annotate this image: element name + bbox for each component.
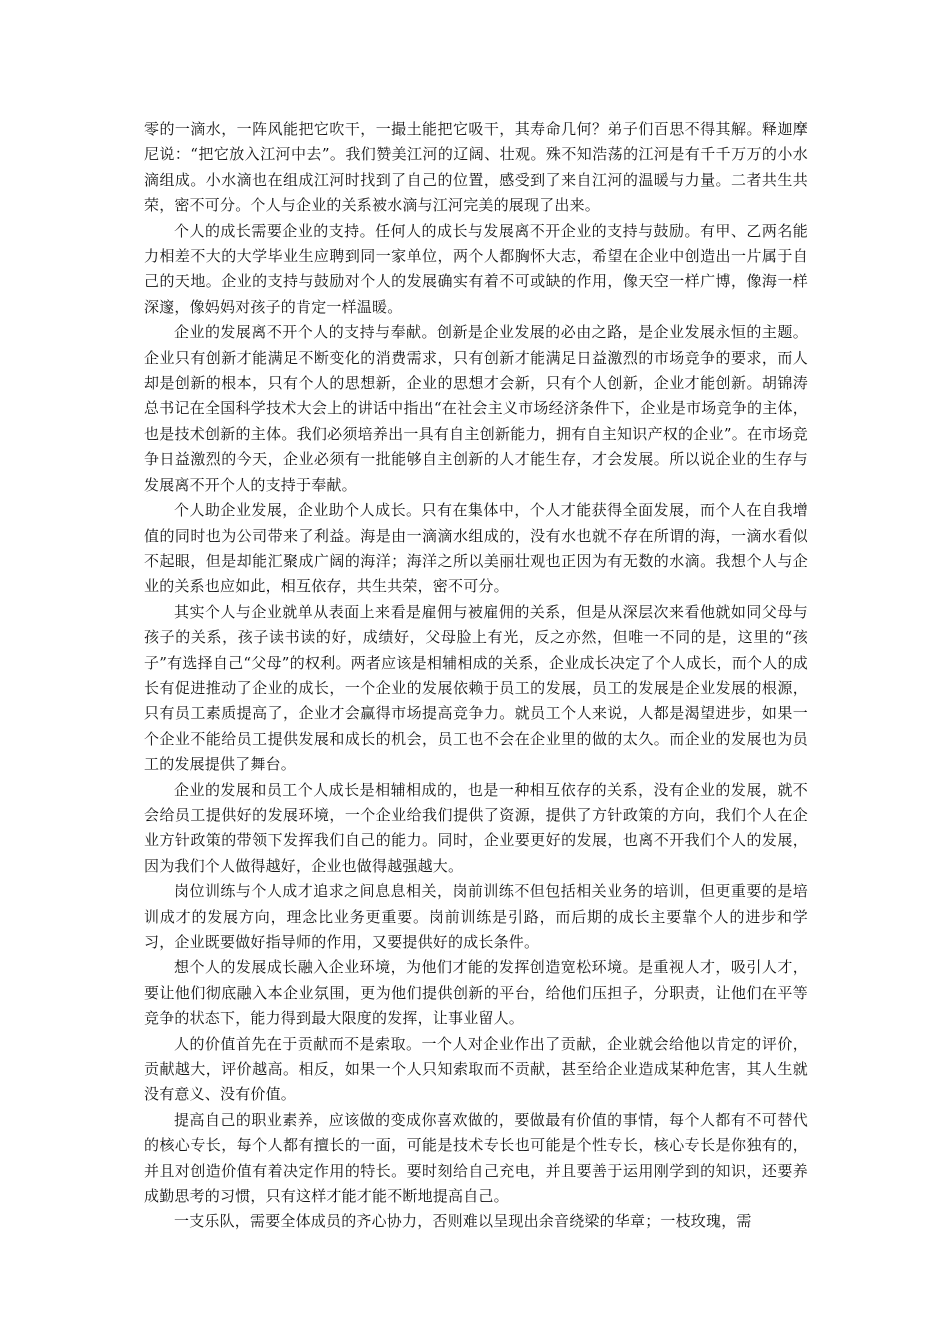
paragraph-10: 提高自己的职业素养，应该做的变成你喜欢做的，要做最有价值的事情，每个人都有不可替代的核心专长，每个人都有擅长的一面，可能是技术专长也可能是个性专长，核心专长是你独有的，并且对创造价值有着决定作用的特长。要时刻给自己充电，并且要善于运用刚学到的知识，还要养成勤思考的习惯，只有这样才能才能不断地提高自己。 [144, 1110, 808, 1206]
paragraph-9: 人的价值首先在于贡献而不是索取。一个人对企业作出了贡献，企业就会给他以肯定的评价，贡献越大，评价越高。相反，如果一个人只知索取而不贡献，甚至给企业造成某种危害，其人生就没有意义、没有价值。 [144, 1034, 808, 1104]
document-page [144, 117, 808, 1235]
paragraph-5: 其实个人与企业就单从表面上来看是雇佣与被雇佣的关系，但是从深层次来看他就如同父母与孩子的关系，孩子读书读的好，成绩好，父母脸上有光，反之亦然，但唯一不同的是，这里的“孩子”有选择自己“父母”的权利。两者应该是相辅相成的关系，企业成长决定了个人成长，而个人的成长有促进推动了企业的成长，一个企业的发展依赖于员工的发展，员工的发展是企业发展的根源，只有员工素质提高了，企业才会赢得市场提高竞争力。就员工个人来说，人都是渴望进步，如果一个企业不能给员工提供发展和成长的机会，员工也不会在企业里的做的太久。而企业的发展也为员工的发展提供了舞台。 [144, 602, 808, 774]
paragraph-4: 个人助企业发展，企业助个人成长。只有在集体中，个人才能获得全面发展，而个人在自我增值的同时也为公司带来了利益。海是由一滴滴水组成的，没有水也就不存在所谓的海，一滴水看似不起眼，但是却能汇聚成广阔的海洋；海洋之所以美丽壮观也正因为有无数的水滴。我想个人与企业的关系也应如此，相互依存，共生共荣，密不可分。 [144, 501, 808, 596]
paragraph-3: 企业的发展离不开个人的支持与奉献。创新是企业发展的必由之路，是企业发展永恒的主题。企业只有创新才能满足不断变化的消费需求，只有创新才能满足日益激烈的市场竞争的要求，而人却是创新的根本，只有个人的思想新，企业的思想才会新，只有个人创新，企业才能创新。胡锦涛总书记在全国科学技术大会上的讲话中指出“在社会主义市场经济条件下，企业是市场竞争的主体，也是技术创新的主体。我们必须培养出一具有自主创新能力，拥有自主知识产权的企业”。在市场竞争日益激烈的今天，企业必须有一批能够自主创新的人才能生存，才会发展。所以说企业的生存与发展离不开个人的支持于奉献。 [144, 323, 808, 494]
paragraph-8: 想个人的发展成长融入企业环境，为他们才能的发挥创造宽松环境。是重视人才，吸引人才，要让他们彻底融入本企业氛围，更为他们提供创新的平台，给他们压担子，分职责，让他们在平等竞争的状态下，能力得到最大限度的发挥，让事业留人。 [144, 958, 808, 1028]
paragraph-11: 一支乐队，需要全体成员的齐心协力，否则难以呈现出余音绕梁的华章；一枝玫瑰，需 [174, 1212, 752, 1231]
paragraph-2: 个人的成长需要企业的支持。任何人的成长与发展离不开企业的支持与鼓励。有甲、乙两名能力相差不大的大学毕业生应聘到同一家单位，两个人都胸怀大志，希望在企业中创造出一片属于自己的天地。企业的支持与鼓励对个人的发展确实有着不可或缺的作用，像天空一样广博，像海一样深邃，像妈妈对孩子的肯定一样温暖。 [144, 221, 808, 316]
paragraph-1: 零的一滴水，一阵风能把它吹干，一撮土能把它吸干，其寿命几何？弟子们百思不得其解。释迦摩尼说：“把它放入江河中去”。我们赞美江河的辽阔、壮观。殊不知浩荡的江河是有千千万万的小水滴组成。小水滴也在组成江河时找到了自己的位置，感受到了来自江河的温暖与力量。二者共生共荣，密不可分。个人与企业的关系被水滴与江河完美的展现了出来。 [144, 120, 808, 215]
paragraph-7: 岗位训练与个人成才追求之间息息相关，岗前训练不但包括相关业务的培训，但更重要的是培训成才的发展方向，理念比业务更重要。岗前训练是引路，而后期的成长主要靠个人的进步和学习，企业既要做好指导师的作用，又要提供好的成长条件。 [144, 882, 808, 951]
paragraph-6: 企业的发展和员工个人成长是相辅相成的，也是一种相互依存的关系，没有企业的发展，就不会给员工提供好的发展环境，一个企业给我们提供了资源，提供了方针政策的方向，我们个人在企业方针政策的带领下发挥我们自己的能力。同时，企业要更好的发展，也离不开我们个人的发展，因为我们个人做得越好，企业也做得越强越大。 [144, 780, 808, 875]
